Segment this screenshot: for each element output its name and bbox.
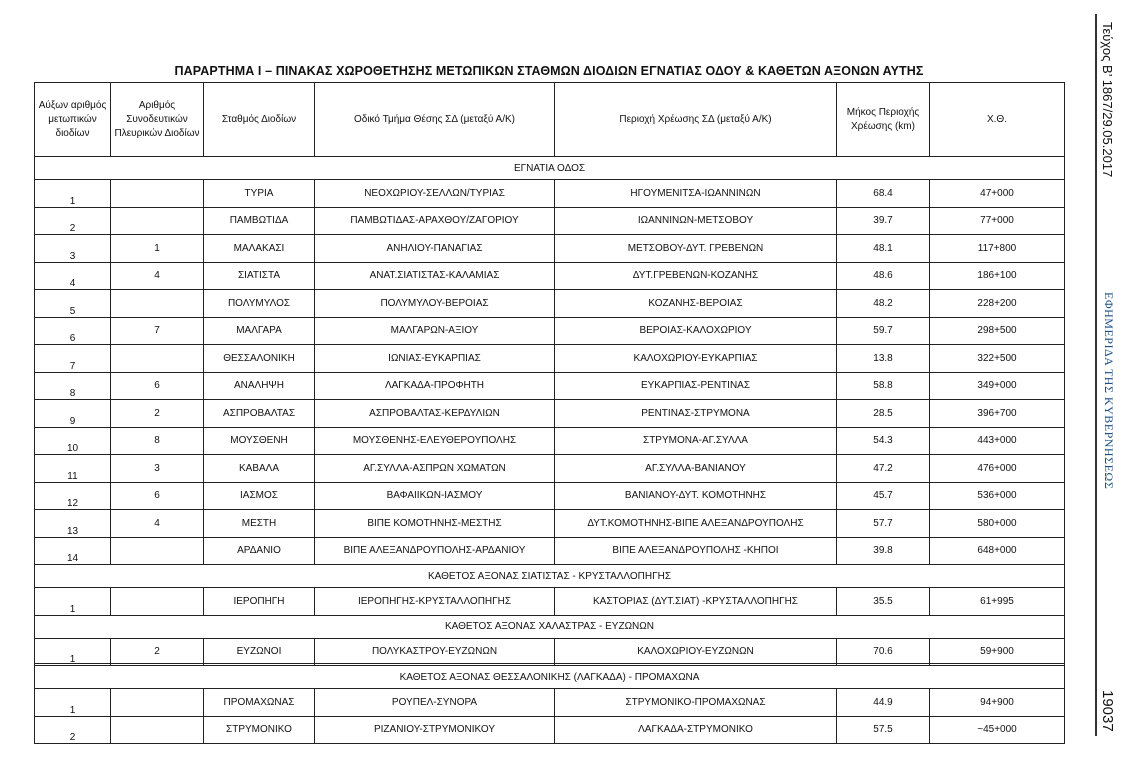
cell-side-tolls: 1 bbox=[111, 235, 204, 263]
section-title: ΚΑΘΕΤΟΣ ΑΞΟΝΑΣ ΣΙΑΤΙΣΤΑΣ - ΚΡΥΣΤΑΛΛΟΠΗΓΗΣ bbox=[35, 565, 1065, 588]
toll-stations-table bbox=[34, 82, 1065, 744]
cell-chainage: 61+995 bbox=[930, 588, 1065, 616]
cell-side-tolls bbox=[111, 716, 204, 744]
cell-side-tolls bbox=[111, 537, 204, 565]
cell-road-section: ΠΟΛΥΜΥΛΟΥ-ΒΕΡΟΙΑΣ bbox=[315, 290, 555, 318]
cell-serial: 11 bbox=[35, 455, 111, 483]
gazette-label: ΕΦΗΜΕΡΙΔΑ ΤΗΣ ΚΥΒΕΡΝΗΣΕΩΣ bbox=[1102, 292, 1116, 490]
cell-charge-area: ΚΑΛΟΧΩΡΙΟΥ-ΕΥΖΩΝΩΝ bbox=[555, 638, 837, 666]
cell-road-section: ΠΟΛΥΚΑΣΤΡΟΥ-ΕΥΖΩΝΩΝ bbox=[315, 638, 555, 666]
cell-station: ΣΙΑΤΙΣΤΑ bbox=[204, 262, 315, 290]
cell-side-tolls: 2 bbox=[111, 638, 204, 666]
issue-label: Τεύχος Β’ 1867/29.05.2017 bbox=[1100, 22, 1115, 178]
cell-side-tolls bbox=[111, 345, 204, 373]
cell-charge-area: ΒΙΠΕ ΑΛΕΞΑΝΔΡΟΥΠΟΛΗΣ -ΚΗΠΟΙ bbox=[555, 537, 837, 565]
cell-chainage: 476+000 bbox=[930, 455, 1065, 483]
cell-side-tolls: 7 bbox=[111, 317, 204, 345]
cell-length: 57.7 bbox=[837, 510, 930, 538]
cell-serial: 12 bbox=[35, 482, 111, 510]
page-title: ΠΑΡΑΡΤΗΜΑ Ι – ΠΙΝΑΚΑΣ ΧΩΡΟΘΕΤΗΣΗΣ ΜΕΤΩΠΙΚΩΝ ΣΤΑΘΜΩΝ ΔΙΟΔΙΩΝ ΕΓΝΑΤΙΑΣ ΟΔΟΥ & ΚΑΘΕΤΩΝ ΑΞΟΝΩΝ ΑΥΤΗΣ bbox=[174, 64, 924, 78]
cell-station: ΤΥΡΙΑ bbox=[204, 180, 315, 208]
cell-chainage: 396+700 bbox=[930, 400, 1065, 428]
cell-road-section: ΑΝΑΤ.ΣΙΑΤΙΣΤΑΣ-ΚΑΛΑΜΙΑΣ bbox=[315, 262, 555, 290]
cell-side-tolls: 2 bbox=[111, 400, 204, 428]
table-body bbox=[35, 157, 1065, 744]
cell-length: 59.7 bbox=[837, 317, 930, 345]
cell-side-tolls bbox=[111, 689, 204, 717]
table-bottom-rule bbox=[34, 663, 1064, 664]
cell-station: ΜΕΣΤΗ bbox=[204, 510, 315, 538]
table-row bbox=[35, 638, 1065, 666]
cell-serial: 8 bbox=[35, 372, 111, 400]
cell-road-section: ΙΕΡΟΠΗΓΗΣ-ΚΡΥΣΤΑΛΛΟΠΗΓΗΣ bbox=[315, 588, 555, 616]
cell-length: 45.7 bbox=[837, 482, 930, 510]
cell-station: ΜΟΥΣΘΕΝΗ bbox=[204, 427, 315, 455]
margin-rule bbox=[1095, 14, 1097, 736]
cell-charge-area: ΣΤΡΥΜΟΝΙΚΟ-ΠΡΟΜΑΧΩΝΑΣ bbox=[555, 689, 837, 717]
cell-serial: 1 bbox=[35, 689, 111, 717]
section-header-row bbox=[35, 157, 1065, 180]
cell-road-section: ΑΣΠΡΟΒΑΛΤΑΣ-ΚΕΡΔΥΛΙΩΝ bbox=[315, 400, 555, 428]
cell-road-section: ΙΩΝΙΑΣ-ΕΥΚΑΡΠΙΑΣ bbox=[315, 345, 555, 373]
cell-chainage: 94+900 bbox=[930, 689, 1065, 717]
table-row bbox=[35, 427, 1065, 455]
cell-length: 48.6 bbox=[837, 262, 930, 290]
col-header-length: Μήκος Περιοχής Χρέωσης (km) bbox=[837, 83, 930, 157]
cell-charge-area: ΚΑΛΟΧΩΡΙΟΥ-ΕΥΚΑΡΠΙΑΣ bbox=[555, 345, 837, 373]
cell-serial: 4 bbox=[35, 262, 111, 290]
cell-serial: 1 bbox=[35, 588, 111, 616]
cell-station: ΙΕΡΟΠΗΓΗ bbox=[204, 588, 315, 616]
cell-chainage: 228+200 bbox=[930, 290, 1065, 318]
cell-serial: 14 bbox=[35, 537, 111, 565]
cell-road-section: ΒΙΠΕ ΚΟΜΟΤΗΝΗΣ-ΜΕΣΤΗΣ bbox=[315, 510, 555, 538]
cell-chainage: ~45+000 bbox=[930, 716, 1065, 744]
cell-road-section: ΡΙΖΑΝΙΟΥ-ΣΤΡΥΜΟΝΙΚΟΥ bbox=[315, 716, 555, 744]
table-row bbox=[35, 262, 1065, 290]
cell-chainage: 47+000 bbox=[930, 180, 1065, 208]
cell-road-section: ΜΑΛΓΑΡΩΝ-ΑΞΙΟΥ bbox=[315, 317, 555, 345]
cell-chainage: 536+000 bbox=[930, 482, 1065, 510]
cell-length: 13.8 bbox=[837, 345, 930, 373]
cell-station: ΜΑΛΑΚΑΣΙ bbox=[204, 235, 315, 263]
cell-road-section: ΒΙΠΕ ΑΛΕΞΑΝΔΡΟΥΠΟΛΗΣ-ΑΡΔΑΝΙΟΥ bbox=[315, 537, 555, 565]
cell-length: 57.5 bbox=[837, 716, 930, 744]
cell-road-section: ΛΑΓΚΑΔΑ-ΠΡΟΦΗΤΗ bbox=[315, 372, 555, 400]
cell-charge-area: ΗΓΟΥΜΕΝΙΤΣΑ-ΙΩΑΝΝΙΝΩΝ bbox=[555, 180, 837, 208]
cell-charge-area: ΙΩΑΝΝΙΝΩΝ-ΜΕΤΣΟΒΟΥ bbox=[555, 207, 837, 235]
section-header-row bbox=[35, 565, 1065, 588]
section-header-row bbox=[35, 615, 1065, 638]
cell-serial: 13 bbox=[35, 510, 111, 538]
table-row bbox=[35, 372, 1065, 400]
cell-length: 68.4 bbox=[837, 180, 930, 208]
cell-chainage: 117+800 bbox=[930, 235, 1065, 263]
cell-chainage: 322+500 bbox=[930, 345, 1065, 373]
table-row bbox=[35, 317, 1065, 345]
cell-road-section: ΑΓ.ΣΥΛΛΑ-ΑΣΠΡΩΝ ΧΩΜΑΤΩΝ bbox=[315, 455, 555, 483]
cell-length: 48.2 bbox=[837, 290, 930, 318]
cell-station: ΘΕΣΣΑΛΟΝΙΚΗ bbox=[204, 345, 315, 373]
cell-serial: 9 bbox=[35, 400, 111, 428]
cell-station: ΜΑΛΓΑΡΑ bbox=[204, 317, 315, 345]
cell-chainage: 648+000 bbox=[930, 537, 1065, 565]
cell-charge-area: ΒΑΝΙΑΝΟΥ-ΔΥΤ. ΚΟΜΟΤΗΝΗΣ bbox=[555, 482, 837, 510]
cell-station: ΙΑΣΜΟΣ bbox=[204, 482, 315, 510]
cell-charge-area: ΣΤΡΥΜΟΝΑ-ΑΓ.ΣΥΛΛΑ bbox=[555, 427, 837, 455]
cell-length: 35.5 bbox=[837, 588, 930, 616]
cell-serial: 5 bbox=[35, 290, 111, 318]
cell-chainage: 580+000 bbox=[930, 510, 1065, 538]
table-row bbox=[35, 400, 1065, 428]
cell-charge-area: ΔΥΤ.ΓΡΕΒΕΝΩΝ-ΚΟΖΑΝΗΣ bbox=[555, 262, 837, 290]
cell-station: ΠΑΜΒΩΤΙΔΑ bbox=[204, 207, 315, 235]
cell-station: ΣΤΡΥΜΟΝΙΚΟ bbox=[204, 716, 315, 744]
cell-station: ΕΥΖΩΝΟΙ bbox=[204, 638, 315, 666]
cell-charge-area: ΜΕΤΣΟΒΟΥ-ΔΥΤ. ΓΡΕΒΕΝΩΝ bbox=[555, 235, 837, 263]
cell-side-tolls: 8 bbox=[111, 427, 204, 455]
table-row bbox=[35, 510, 1065, 538]
cell-station: ΑΡΔΑΝΙΟ bbox=[204, 537, 315, 565]
table-row bbox=[35, 482, 1065, 510]
table-row bbox=[35, 716, 1065, 744]
table-row bbox=[35, 588, 1065, 616]
cell-charge-area: ΡΕΝΤΙΝΑΣ-ΣΤΡΥΜΟΝΑ bbox=[555, 400, 837, 428]
cell-length: 47.2 bbox=[837, 455, 930, 483]
cell-length: 58.8 bbox=[837, 372, 930, 400]
cell-serial: 7 bbox=[35, 345, 111, 373]
table-row bbox=[35, 689, 1065, 717]
section-title: ΚΑΘΕΤΟΣ ΑΞΟΝΑΣ ΘΕΣΣΑΛΟΝΙΚΗΣ (ΛΑΓΚΑΔΑ) - ΠΡΟΜΑΧΩΝΑ bbox=[35, 666, 1065, 689]
cell-length: 39.7 bbox=[837, 207, 930, 235]
cell-chainage: 77+000 bbox=[930, 207, 1065, 235]
section-header-row bbox=[35, 666, 1065, 689]
col-header-chainage: Χ.Θ. bbox=[930, 83, 1065, 157]
cell-station: ΑΝΑΛΗΨΗ bbox=[204, 372, 315, 400]
cell-road-section: ΒΑΦΑΙΙΚΩΝ-ΙΑΣΜΟΥ bbox=[315, 482, 555, 510]
cell-charge-area: ΔΥΤ.ΚΟΜΟΤΗΝΗΣ-ΒΙΠΕ ΑΛΕΞΑΝΔΡΟΥΠΟΛΗΣ bbox=[555, 510, 837, 538]
cell-serial: 2 bbox=[35, 207, 111, 235]
cell-station: ΚΑΒΑΛΑ bbox=[204, 455, 315, 483]
col-header-serial: Αύξων αριθμός μετωπικών διοδίων bbox=[35, 83, 111, 157]
cell-road-section: ΡΟΥΠΕΛ-ΣΥΝΟΡΑ bbox=[315, 689, 555, 717]
cell-chainage: 59+900 bbox=[930, 638, 1065, 666]
cell-side-tolls: 6 bbox=[111, 482, 204, 510]
cell-chainage: 186+100 bbox=[930, 262, 1065, 290]
cell-serial: 2 bbox=[35, 716, 111, 744]
cell-serial: 10 bbox=[35, 427, 111, 455]
cell-serial: 1 bbox=[35, 180, 111, 208]
cell-serial: 3 bbox=[35, 235, 111, 263]
cell-length: 48.1 bbox=[837, 235, 930, 263]
cell-serial: 6 bbox=[35, 317, 111, 345]
cell-charge-area: ΕΥΚΑΡΠΙΑΣ-ΡΕΝΤΙΝΑΣ bbox=[555, 372, 837, 400]
table-row bbox=[35, 207, 1065, 235]
col-header-station: Σταθμός Διοδίων bbox=[204, 83, 315, 157]
col-header-road-section: Οδικό Τμήμα Θέσης ΣΔ (μεταξύ Α/Κ) bbox=[315, 83, 555, 157]
cell-station: ΑΣΠΡΟΒΑΛΤΑΣ bbox=[204, 400, 315, 428]
cell-length: 44.9 bbox=[837, 689, 930, 717]
cell-length: 39.8 bbox=[837, 537, 930, 565]
table-row bbox=[35, 345, 1065, 373]
table-row bbox=[35, 537, 1065, 565]
table-row bbox=[35, 180, 1065, 208]
cell-serial: 1 bbox=[35, 638, 111, 666]
cell-charge-area: ΒΕΡΟΙΑΣ-ΚΑΛΟΧΩΡΙΟΥ bbox=[555, 317, 837, 345]
cell-road-section: ΝΕΟΧΩΡΙΟΥ-ΣΕΛΛΩΝ/ΤΥΡΙΑΣ bbox=[315, 180, 555, 208]
cell-side-tolls: 6 bbox=[111, 372, 204, 400]
cell-length: 28.5 bbox=[837, 400, 930, 428]
section-title: ΕΓΝΑΤΙΑ ΟΔΟΣ bbox=[35, 157, 1065, 180]
cell-length: 70.6 bbox=[837, 638, 930, 666]
cell-side-tolls bbox=[111, 588, 204, 616]
section-title: ΚΑΘΕΤΟΣ ΑΞΟΝΑΣ ΧΑΛΑΣΤΡΑΣ - ΕΥΖΩΝΩΝ bbox=[35, 615, 1065, 638]
cell-side-tolls bbox=[111, 207, 204, 235]
cell-charge-area: ΚΑΣΤΟΡΙΑΣ (ΔΥΤ.ΣΙΑΤ) -ΚΡΥΣΤΑΛΛΟΠΗΓΗΣ bbox=[555, 588, 837, 616]
cell-side-tolls: 4 bbox=[111, 510, 204, 538]
cell-station: ΠΡΟΜΑΧΩΝΑΣ bbox=[204, 689, 315, 717]
col-header-charge-area: Περιοχή Χρέωσης ΣΔ (μεταξύ Α/Κ) bbox=[555, 83, 837, 157]
cell-chainage: 349+000 bbox=[930, 372, 1065, 400]
table-header-row bbox=[35, 83, 1065, 157]
cell-charge-area: ΑΓ.ΣΥΛΛΑ-ΒΑΝΙΑΝΟΥ bbox=[555, 455, 837, 483]
cell-side-tolls: 4 bbox=[111, 262, 204, 290]
cell-side-tolls: 3 bbox=[111, 455, 204, 483]
table-row bbox=[35, 290, 1065, 318]
table-row bbox=[35, 235, 1065, 263]
cell-length: 54.3 bbox=[837, 427, 930, 455]
cell-chainage: 443+000 bbox=[930, 427, 1065, 455]
cell-station: ΠΟΛΥΜΥΛΟΣ bbox=[204, 290, 315, 318]
cell-chainage: 298+500 bbox=[930, 317, 1065, 345]
page-number: 19037 bbox=[1099, 690, 1116, 732]
cell-side-tolls bbox=[111, 290, 204, 318]
cell-road-section: ΠΑΜΒΩΤΙΔΑΣ-ΑΡΑΧΘΟΥ/ΖΑΓΟΡΙΟΥ bbox=[315, 207, 555, 235]
cell-side-tolls bbox=[111, 180, 204, 208]
cell-charge-area: ΚΟΖΑΝΗΣ-ΒΕΡΟΙΑΣ bbox=[555, 290, 837, 318]
col-header-side-tolls: Αριθμός Συνοδευτικών Πλευρικών Διοδίων bbox=[111, 83, 204, 157]
table-row bbox=[35, 455, 1065, 483]
cell-road-section: ΜΟΥΣΘΕΝΗΣ-ΕΛΕΥΘΕΡΟΥΠΟΛΗΣ bbox=[315, 427, 555, 455]
cell-road-section: ΑΝΗΛΙΟΥ-ΠΑΝΑΓΙΑΣ bbox=[315, 235, 555, 263]
cell-charge-area: ΛΑΓΚΑΔΑ-ΣΤΡΥΜΟΝΙΚΟ bbox=[555, 716, 837, 744]
